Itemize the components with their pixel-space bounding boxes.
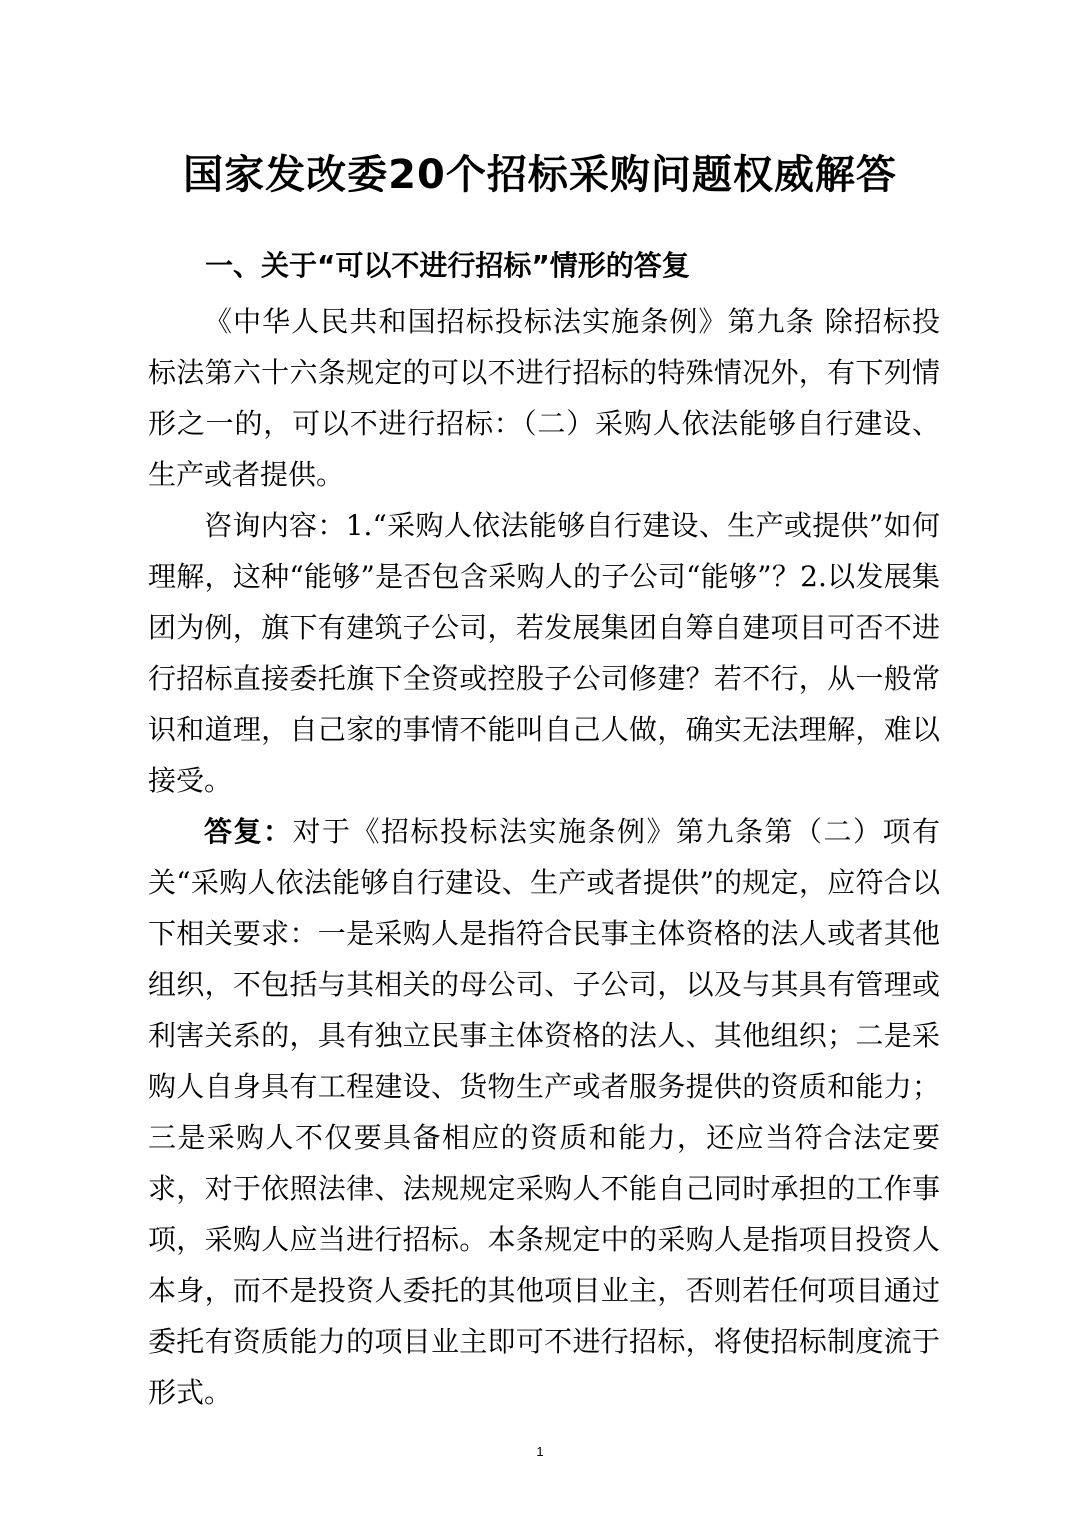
reply-text: 对于《招标投标法实施条例》第九条第（二）项有关“采购人依法能够自行建设、生产或者提供”的规定，应符合以下相关要求：一是采购人是指符合民事主体资格的法人或者其他组织，不包括与其相关的母公司、子公司，以及与其具有管理或利害关系的，具有独立民事主体资格的法人、其他组织；二是采购人自身具有工程建设、货物生产或者服务提供的资质和能力；三是采购人不仅要具备相应的资质和能力，还应当符合法定要求，对于依照法律、法规规定采购人不能自己同时承担的工作事项，采购人应当进行招标。本条规定中的采购人是指项目投资人本身，而不是投资人委托的其他项目业主，否则若任何项目通过委托有资质能力的项目业主即可不进行招标，将使招标制度流于形式。 xyxy=(148,815,940,1409)
page-number: 1 xyxy=(536,1444,544,1459)
reply-label: 答复： xyxy=(204,815,293,848)
section-heading: 一、关于“可以不进行招标”情形的答复 xyxy=(205,249,690,282)
document-title: 国家发改委20个招标采购问题权威解答 xyxy=(183,152,897,198)
document-body xyxy=(148,296,940,1418)
paragraph-inquiry: 咨询内容：1.“采购人依法能够自行建设、生产或提供”如何理解，这种“能够”是否包含采购人的子公司“能够”？2.以发展集团为例，旗下有建筑子公司，若发展集团自筹自建项目可否不进行招标直接委托旗下全资或控股子公司修建？若不行，从一般常识和道理，自己家的事情不能叫自己人做，确实无法理解，难以接受。 xyxy=(148,509,940,797)
paragraph-regulation: 《中华人民共和国招标投标法实施条例》第九条 除招标投标法第六十六条规定的可以不进行招标的特殊情况外，有下列情形之一的，可以不进行招标：（二）采购人依法能够自行建设、生产或者提供。 xyxy=(148,305,940,491)
paragraph-reply xyxy=(148,806,940,1418)
